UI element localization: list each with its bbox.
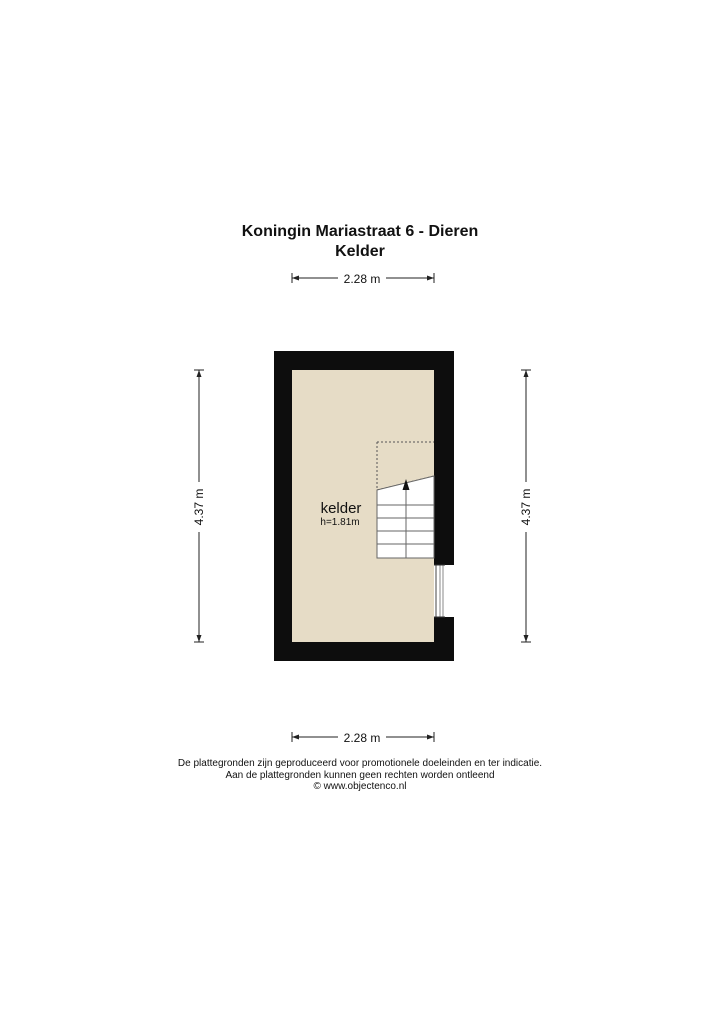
window (434, 565, 454, 617)
disclaimer-line-1: De plattegronden zijn geproduceerd voor promotionele doeleinden en ter indicatie. (177, 758, 543, 769)
top-dimension-label: 2.28 m (343, 272, 381, 286)
room-height-label: h=1.81m (320, 517, 360, 528)
disclaimer (0, 758, 720, 793)
disclaimer-line-2: Aan de plattegronden kunnen geen rechten worden ontleend (225, 769, 495, 781)
left-dimension-label: 4.37 m (192, 488, 206, 526)
right-dimension (519, 370, 533, 642)
plan-address-title: Koningin Mariastraat 6 - Dieren (241, 223, 479, 240)
bottom-dimension-label: 2.28 m (343, 731, 381, 745)
bottom-dimension (292, 731, 434, 745)
room-name-label: kelder (320, 500, 362, 517)
right-dimension-label: 4.37 m (519, 488, 533, 526)
left-dimension (192, 370, 206, 642)
top-dimension (292, 272, 434, 286)
floor-name-title: Kelder (335, 243, 385, 260)
copyright-line: © www.objectenco.nl (313, 781, 407, 792)
